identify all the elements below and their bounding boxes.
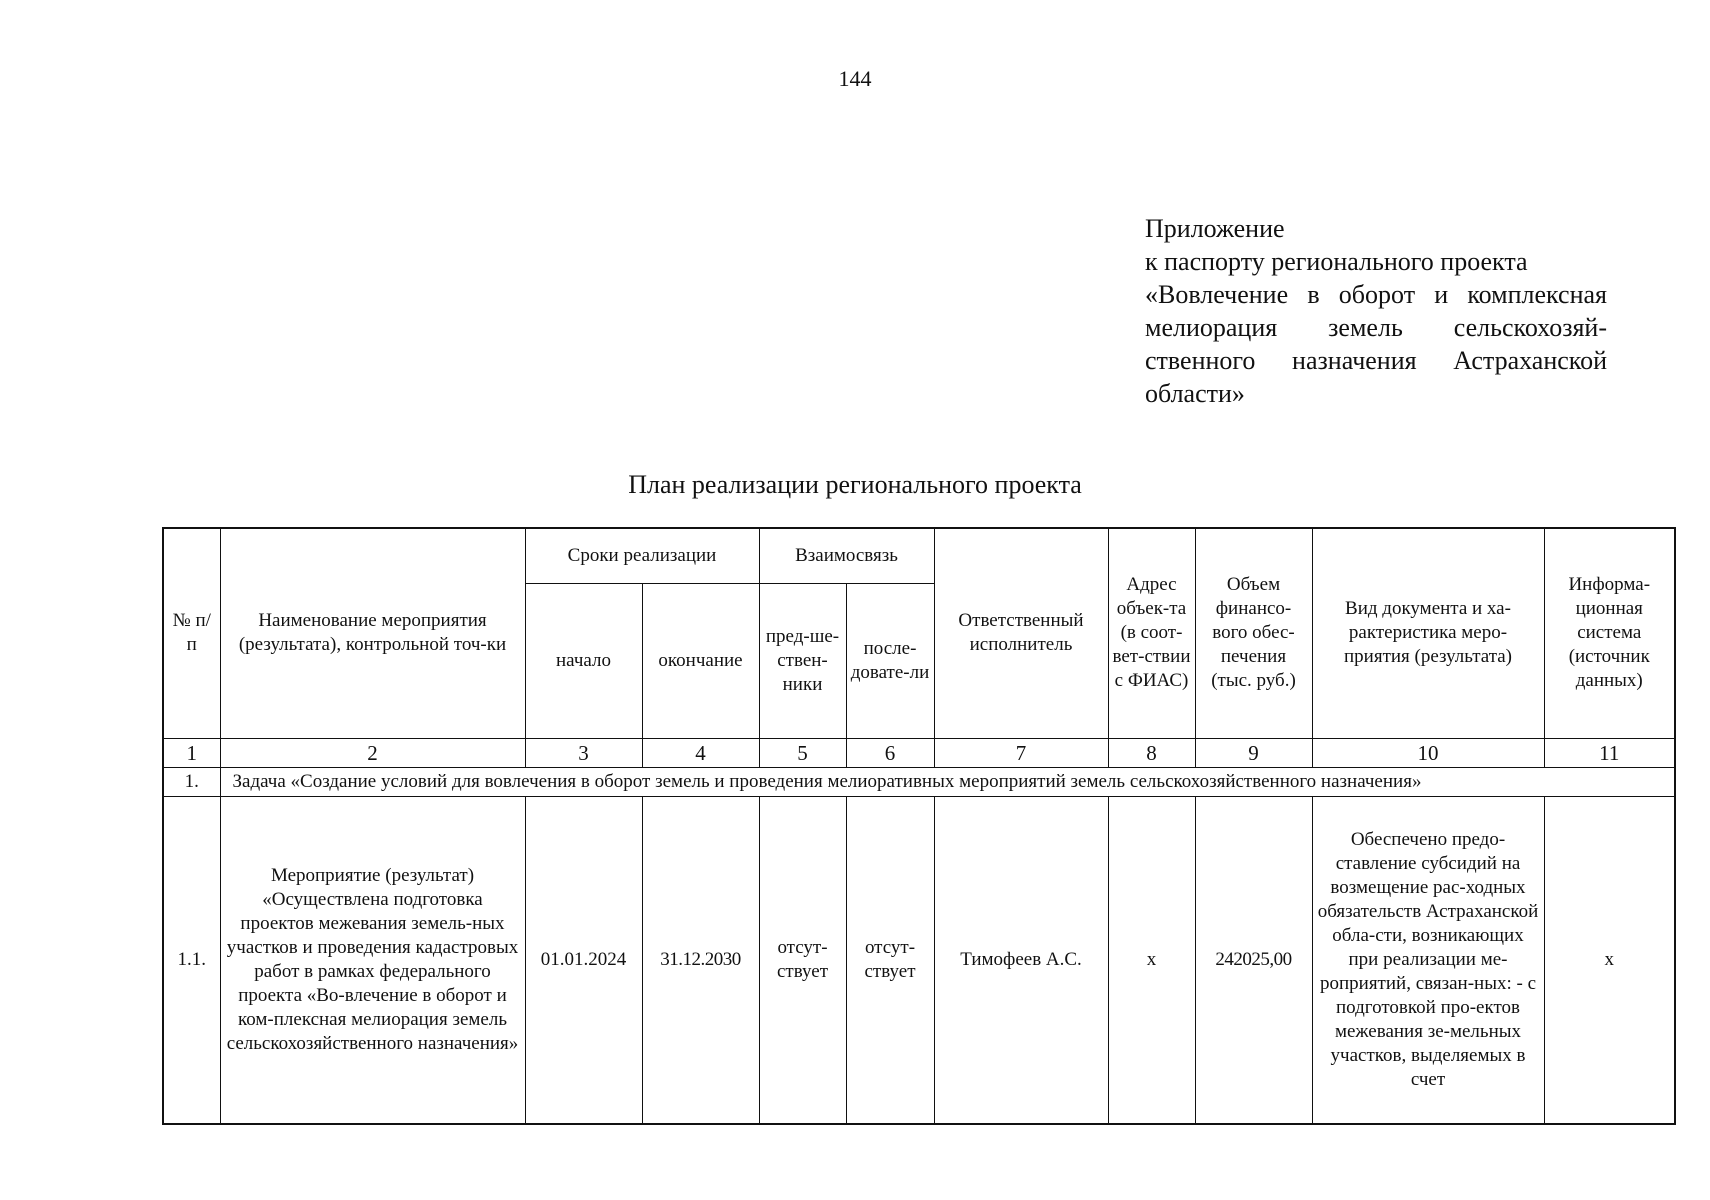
column-number: 10 (1312, 738, 1544, 767)
column-number: 1 (163, 738, 220, 767)
row-funding: 242025,00 (1195, 796, 1312, 1124)
plan-table (162, 527, 1676, 1125)
row-address: x (1108, 796, 1195, 1124)
column-number: 4 (642, 738, 759, 767)
header-terms: Сроки реализации (525, 528, 759, 583)
column-number: 6 (846, 738, 934, 767)
appendix-line: «Вовлечение в оборот и комплексная (1145, 280, 1607, 309)
row-responsible: Тимофеев А.С. (934, 796, 1108, 1124)
appendix-line: к паспорту регионального проекта (1145, 247, 1528, 276)
document-title: План реализации регионального проекта (628, 470, 1082, 499)
column-number: 3 (525, 738, 642, 767)
column-number-row (163, 738, 1675, 767)
appendix-line: области» (1145, 379, 1245, 408)
header-row (163, 528, 1675, 583)
task-row (163, 767, 1675, 796)
task-number: 1. (163, 767, 220, 796)
row-name: Мероприятие (результат) «Осуществлена подготовка проектов межевания земель-ных участков и проведения кадастровых работ в рамках федерального проекта «Во-влечение в оборот и ком-плексная мелиорация земель сельскохозяйственного назначения» (220, 796, 525, 1124)
header-address: Адрес объек-та (в соот-вет-ствии с ФИАС) (1108, 528, 1195, 738)
row-end: 31.12.2030 (642, 796, 759, 1124)
header-document: Вид документа и ха-рактеристика меро-приятия (результата) (1312, 528, 1544, 738)
row-start: 01.01.2024 (525, 796, 642, 1124)
header-successors: после-довате-ли (846, 583, 934, 738)
appendix-line: мелиорация земель сельскохозяй- (1145, 313, 1607, 342)
column-number: 7 (934, 738, 1108, 767)
appendix-line: Приложение (1145, 214, 1285, 243)
header-end: окончание (642, 583, 759, 738)
task-text: Задача «Создание условий для вовлечения в оборот земель и проведения мелиоративных мероприятий земель сельскохозяйственного назначения» (220, 767, 1675, 796)
row-predecessors: отсут-ствует (759, 796, 846, 1124)
page-number: 144 (838, 66, 872, 91)
column-number: 8 (1108, 738, 1195, 767)
header-relation: Взаимосвязь (759, 528, 934, 583)
row-successors: отсут-ствует (846, 796, 934, 1124)
row-info-system: x (1544, 796, 1675, 1124)
header-responsible: Ответственный исполнитель (934, 528, 1108, 738)
table-row (163, 796, 1675, 1124)
header-num: № п/п (163, 528, 220, 738)
header-name: Наименование мероприятия (результата), контрольной точ-ки (220, 528, 525, 738)
header-predecessors: пред-ше-ствен-ники (759, 583, 846, 738)
appendix-line: ственного назначения Астраханской (1145, 346, 1607, 375)
row-document: Обеспечено предо-ставление субсидий на возмещение рас-ходных обязательств Астраханской обла-сти, возникающих при реализации ме-роприятий, связан-ных: - с подготовкой про-ектов межевания зе-мельных участков, выделяемых в счет (1312, 796, 1544, 1124)
row-number: 1.1. (163, 796, 220, 1124)
column-number: 2 (220, 738, 525, 767)
column-number: 5 (759, 738, 846, 767)
header-info-system: Информа-ционная система (источник данных) (1544, 528, 1675, 738)
header-start: начало (525, 583, 642, 738)
appendix-block (1145, 212, 1607, 410)
column-number: 11 (1544, 738, 1675, 767)
header-funding: Объем финансо-вого обес-печения (тыс. руб.) (1195, 528, 1312, 738)
column-number: 9 (1195, 738, 1312, 767)
